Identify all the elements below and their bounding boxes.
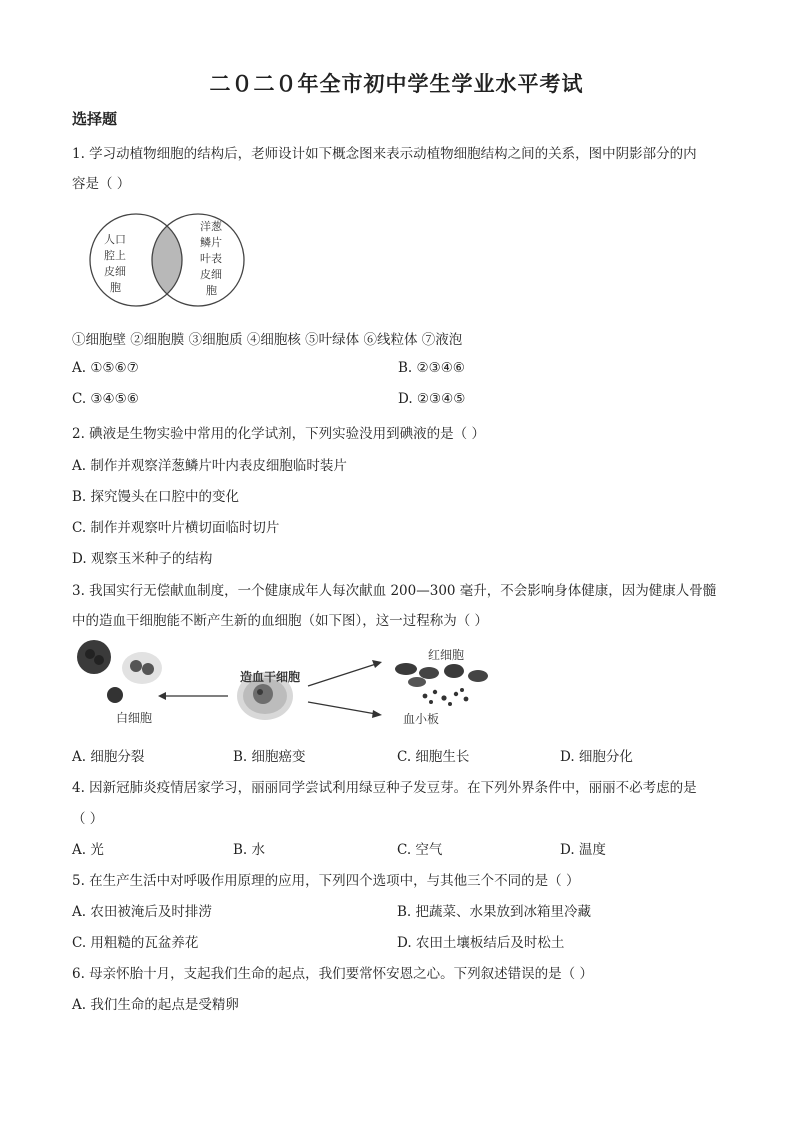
q5-option-a: A. 农田被淹后及时排涝: [72, 904, 212, 920]
q3-stem-line2: 中的造血干细胞能不断产生新的血细胞（如下图），这一过程称为（ ）: [72, 613, 489, 629]
q1-stem-line2: 容是（ ）: [72, 176, 131, 192]
arrow-to-red-cells: [308, 664, 376, 686]
q1-option-d: D. ②③④⑤: [398, 391, 466, 407]
q5-option-c: C. 用粗糙的瓦盆养花: [72, 935, 199, 951]
q3-option-a: A. 细胞分裂: [72, 749, 145, 765]
exam-title: 二０二０年全市初中学生学业水平考试: [209, 71, 584, 96]
q3-option-c: C. 细胞生长: [397, 749, 470, 765]
white-blood-cells-image: [77, 640, 162, 703]
q3-option-b: B. 细胞癌变: [233, 749, 306, 765]
q4-option-a: A. 光: [72, 842, 104, 858]
q1-option-b: B. ②③④⑥: [398, 360, 465, 376]
venn-left-label-1: 人口: [104, 233, 126, 246]
venn-left-label-2: 腔上: [104, 249, 126, 262]
q2-option-d: D. 观察玉米种子的结构: [72, 551, 213, 567]
q3-stem-line1: 3. 我国实行无偿献血制度，一个健康成年人每次献血 200—300 毫升，不会影响身体健康，因为健康人骨髓: [72, 583, 717, 599]
stem-cell-label: 造血干细胞: [240, 670, 301, 684]
q5-stem: 5. 在生产生活中对呼吸作用原理的应用，下列四个选项中，与其他三个不同的是（ ）: [72, 873, 580, 889]
platelet-label: 血小板: [403, 712, 440, 726]
arrow-to-platelets: [308, 702, 376, 714]
q5-option-d: D. 农田土壤板结后及时松土: [397, 935, 565, 951]
red-blood-cells-image: [395, 663, 488, 687]
q2-option-c: C. 制作并观察叶片横切面临时切片: [72, 520, 280, 536]
q2-option-a: A. 制作并观察洋葱鳞片叶内表皮细胞临时装片: [72, 458, 347, 474]
arrowhead-platelet: [372, 710, 382, 718]
q1-items-list: ①细胞壁 ②细胞膜 ③细胞质 ④细胞核 ⑤叶绿体 ⑥线粒体 ⑦液泡: [72, 332, 463, 348]
blood-cell-differentiation-figure: [70, 638, 510, 734]
venn-right-label-4: 皮细: [200, 268, 222, 281]
venn-right-label-2: 鳞片: [200, 236, 222, 249]
q1-option-c: C. ③④⑤⑥: [72, 391, 139, 407]
q6-option-a: A. 我们生命的起点是受精卵: [72, 997, 239, 1013]
q1-stem-line1: 1. 学习动植物细胞的结构后，老师设计如下概念图来表示动植物细胞结构之间的关系，图中阴影部分的内: [72, 146, 697, 162]
venn-diagram: [88, 210, 258, 310]
platelets-image: [423, 688, 469, 706]
white-blood-cell-label: 白细胞: [116, 711, 153, 725]
q4-stem-line1: 4. 因新冠肺炎疫情居家学习，丽丽同学尝试利用绿豆种子发豆芽。在下列外界条件中，丽丽不必考虑的是: [72, 780, 697, 796]
q4-option-d: D. 温度: [560, 842, 606, 858]
section-heading: 选择题: [72, 110, 118, 128]
venn-left-label-3: 皮细: [104, 265, 126, 278]
q2-option-b: B. 探究馒头在口腔中的变化: [72, 489, 240, 505]
arrowhead-white: [158, 692, 166, 700]
q1-option-a: A. ①⑤⑥⑦: [72, 360, 139, 376]
q4-option-c: C. 空气: [397, 842, 443, 858]
q4-stem-line2: （ ）: [72, 811, 104, 827]
q2-stem: 2. 碘液是生物实验中常用的化学试剂，下列实验没用到碘液的是（ ）: [72, 426, 485, 442]
arrowhead-red: [372, 660, 382, 668]
venn-right-label-5: 胞: [206, 284, 217, 297]
q4-option-b: B. 水: [233, 842, 266, 858]
q3-option-d: D. 细胞分化: [560, 749, 633, 765]
venn-right-label-3: 叶表: [200, 252, 222, 265]
q6-stem: 6. 母亲怀胎十月，支起我们生命的起点，我们要常怀安恩之心。下列叙述错误的是（ ）: [72, 966, 593, 982]
venn-right-label-1: 洋葱: [200, 220, 222, 233]
q5-option-b: B. 把蔬菜、水果放到冰箱里冷藏: [397, 904, 592, 920]
venn-left-label-4: 胞: [110, 281, 121, 294]
red-blood-cell-label: 红细胞: [428, 648, 465, 662]
